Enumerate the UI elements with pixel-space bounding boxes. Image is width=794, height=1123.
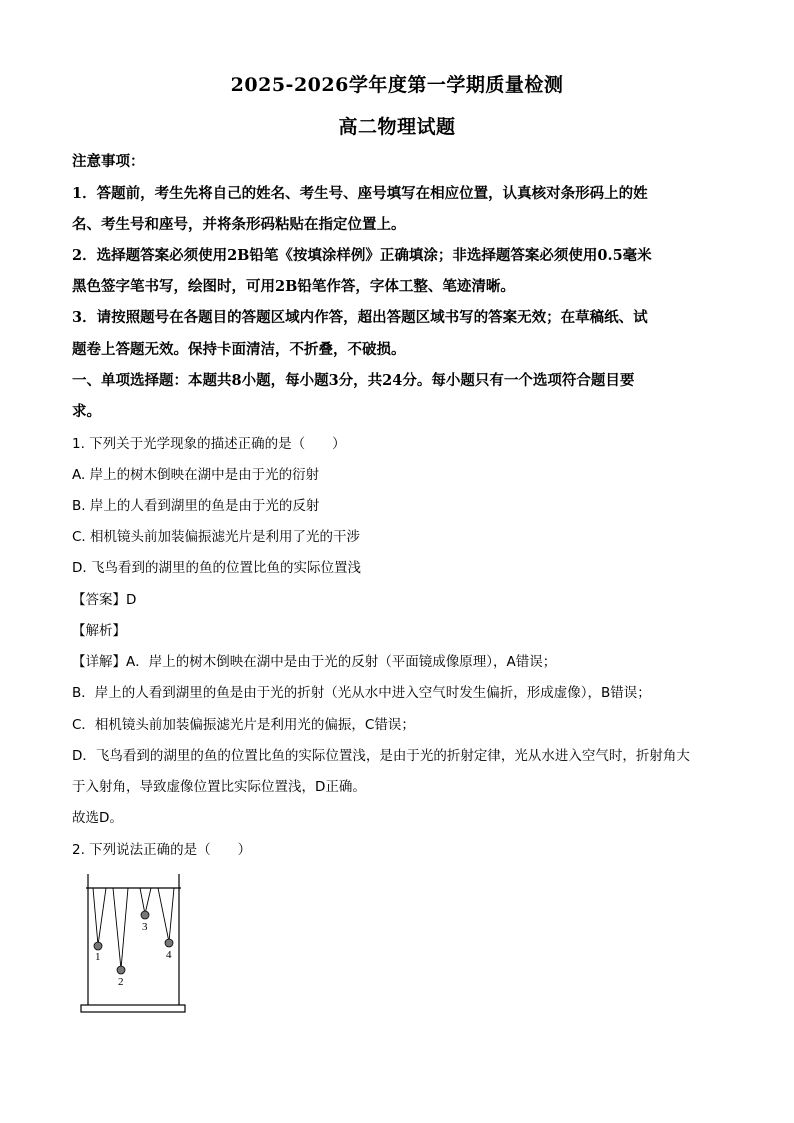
pendulum-2-bob bbox=[117, 966, 125, 974]
pendulum-1-label: 1 bbox=[95, 951, 101, 963]
question-1-detail-d-line-1: D．飞鸟看到的湖里的鱼的位置比鱼的实际位置浅，是由于光的折射定律，光从水进入空气时，折射角大 bbox=[72, 748, 690, 764]
question-1-option-d: D. 飞鸟看到的湖里的鱼的位置比鱼的实际位置浅 bbox=[72, 560, 361, 576]
question-1-conclusion: 故选D。 bbox=[72, 810, 123, 826]
notice-item-1-line-2: 名、考生号和座号，并将条形码粘贴在指定位置上。 bbox=[72, 216, 406, 233]
question-2-stem: 2. 下列说法正确的是（ ） bbox=[72, 842, 252, 858]
pendulum-4-string-left bbox=[158, 888, 169, 942]
section-1-heading-line-1: 一、单项选择题：本题共8小题，每小题3分，共24分。每小题只有一个选项符合题目要 bbox=[72, 372, 635, 389]
pendulum-1-bob bbox=[94, 942, 102, 950]
pendulum-2-label: 2 bbox=[118, 976, 124, 988]
question-1-option-a: A. 岸上的树木倒映在湖中是由于光的衍射 bbox=[72, 467, 320, 483]
question-1-detail-a: 【详解】A．岸上的树木倒映在湖中是由于光的反射（平面镜成像原理），A错误； bbox=[72, 654, 557, 670]
pendulum-1-string-right bbox=[98, 888, 106, 945]
pendulum-4-bob bbox=[165, 939, 173, 947]
notice-item-2-line-1: 2．选择题答案必须使用2B铅笔《按填涂样例》正确填涂；非选择题答案必须使用0.5毫米 bbox=[72, 247, 652, 264]
notice-item-3-line-2: 题卷上答题无效。保持卡面清洁，不折叠，不破损。 bbox=[72, 341, 406, 358]
pendulum-figure bbox=[78, 868, 190, 1018]
exam-subtitle: 高二物理试题 bbox=[338, 116, 456, 138]
pendulum-2-string-left bbox=[113, 888, 121, 969]
question-1-option-c: C. 相机镜头前加装偏振滤光片是利用了光的干涉 bbox=[72, 529, 361, 545]
question-1-detail-c: C．相机镜头前加装偏振滤光片是利用光的偏振，C错误； bbox=[72, 717, 415, 733]
pendulum-1-string-left bbox=[93, 888, 98, 945]
question-1-analysis-label: 【解析】 bbox=[72, 623, 126, 639]
question-1-option-b: B. 岸上的人看到湖里的鱼是由于光的反射 bbox=[72, 498, 320, 514]
frame-base bbox=[81, 1005, 185, 1012]
question-1-detail-d-line-2: 于入射角，导致虚像位置比实际位置浅，D正确。 bbox=[72, 779, 366, 795]
pendulum-3-string-left bbox=[140, 888, 145, 914]
section-1-heading-line-2: 求。 bbox=[72, 403, 101, 420]
notice-item-1-line-1: 1．答题前，考生先将自己的姓名、考生号、座号填写在相应位置，认真核对条形码上的姓 bbox=[72, 185, 648, 202]
notice-heading: 注意事项： bbox=[72, 153, 145, 170]
question-1-stem: 1. 下列关于光学现象的描述正确的是（ ） bbox=[72, 436, 346, 452]
notice-item-3-line-1: 3．请按照题号在各题目的答题区域内作答，超出答题区域书写的答案无效；在草稿纸、试 bbox=[72, 309, 648, 326]
question-1-answer: 【答案】D bbox=[72, 592, 137, 608]
question-1-detail-b: B．岸上的人看到湖里的鱼是由于光的折射（光从水中进入空气时发生偏折，形成虚像），B错误； bbox=[72, 685, 651, 701]
exam-title: 2025-2026学年度第一学期质量检测 bbox=[230, 74, 564, 96]
pendulum-2-string-right bbox=[121, 888, 128, 969]
pendulum-3-label: 3 bbox=[142, 921, 148, 933]
pendulum-3-string-right bbox=[145, 888, 151, 914]
pendulum-4-string-right bbox=[169, 888, 174, 942]
notice-item-2-line-2: 黑色签字笔书写，绘图时，可用2B铅笔作答，字体工整、笔迹清晰。 bbox=[72, 278, 515, 295]
pendulum-4-label: 4 bbox=[166, 949, 172, 961]
pendulum-3-bob bbox=[141, 911, 149, 919]
